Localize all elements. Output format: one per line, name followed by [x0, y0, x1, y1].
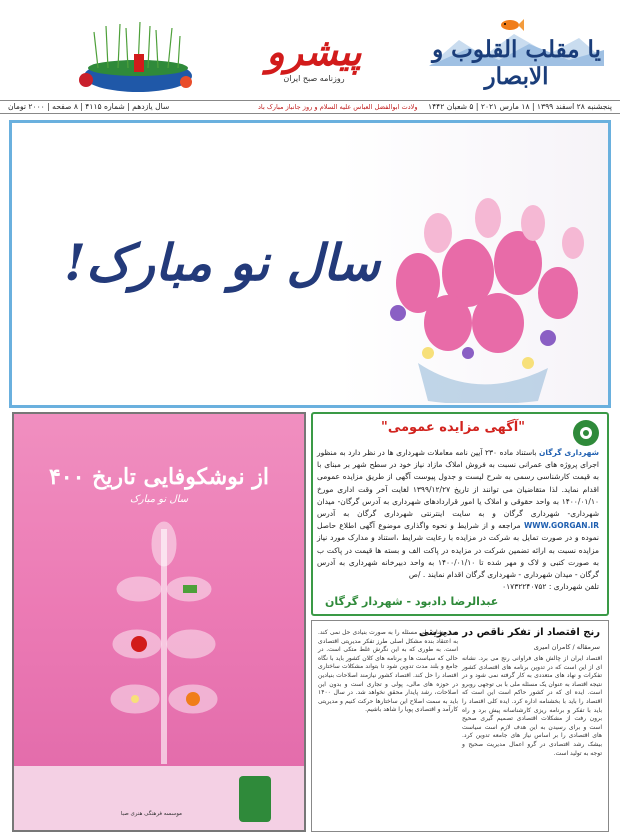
logo-subtitle: روزنامه صبح ایران: [283, 74, 345, 83]
notice-phone: تلفن شهرداری : ۰۱۷۳۲۲۴۰۷۵۲: [502, 582, 599, 592]
ad-footer: [14, 766, 304, 830]
auction-notice: [311, 412, 609, 616]
article-column-right: اقتصاد ایران از چالش های فراوانی رنج می برد. نشانه ای از این است که در تدوین برنامه های اقتصادی کشور تفکرات و نهاد های متعددی به کار گرفته نمی شود و در نتیجه اقتصاد به عنوان یک مسئله ملی با بی توجهی روبرو است. ایده ای که در کشور حاکم است این است که اقتصاد را باید با بخشنامه اداره کرد. ایده کلی اقتصاد را باید با تفکر و برنامه ریزی کارشناسانه پیش برد و راه برون رفت از مشکلات اقتصادی تصمیم گیری صحیح است و برای رسیدن به این هدف لازم است سیاست های اقتصادی را بر اساس نیاز های جامعه تدوین کرد. بیشک رشد اقتصادی در گرو اعمال مدیریت صحیح و توجه به تولید است.: [462, 655, 602, 757]
article-title: رنج اقتصاد از تفکر ناقص در مدیریتی: [418, 627, 600, 638]
calligraphy-logo: [429, 8, 604, 98]
ad-title: از نوشکوفایی تاریخ ۴۰۰: [48, 464, 270, 490]
notice-signature: عبدالرضا دادبود - شهردار گرگان: [325, 595, 499, 608]
notice-lead: شهرداری گرگان: [539, 448, 599, 457]
notice-website-link[interactable]: WWW.GORGAN.IR: [523, 521, 599, 531]
logo-text: پیشرو: [266, 29, 362, 74]
haftsin-sabzeh-icon: [68, 18, 208, 94]
occasion-line: ولادت ابوالفضل العباس علیه السلام و روز جانباز مبارک باد: [258, 103, 418, 111]
ad-footer-text: موسسه فرهنگی هنری صبا: [120, 811, 182, 817]
masthead: [0, 0, 620, 98]
article-column-left: می پوشاند ولی مسئله را به صورت بنیادی حل نمی کند. به اعتقاد بنده مشکل اصلی طرز تفکر مدیریتی اقتصادی است. به طوری که به این نگرش غلط متکی است. در حالی که سیاست ها و برنامه های کلان کشور باید با نگاه جامع و بلند مدت تدوین شود تا بتواند مشکلات ساختاری اقتصاد را حل کند. اقتصاد کشور نیازمند اصلاحات بنیادین در حوزه های مالی، پولی و تجاری است و بدون این اصلاحات، رشد پایدار محقق نخواهد شد. در سال ۱۴۰۰ باید به سمت اصلاح این ساختارها حرکت کنیم و مدیریتی کارآمد و اقتصادی پویا را شاهد باشیم.: [318, 629, 458, 714]
calligraphy-text: یا مقلب القلوب و الابصار: [432, 36, 601, 90]
organization-seal-icon: [239, 776, 271, 822]
goldfish-icon: [498, 18, 524, 32]
ad-subtitle: سال نو مبارک: [129, 494, 189, 505]
notice-text-1: باستناد ماده ۲۳۰ آیین نامه معاملات شهرداری ها در نظر دارد به منظور اجرای پروژه های عمرانی نسبت به فروش املاک مازاد نیاز خود در سطح شهر بر مبنای با به قیمت کارشناسی رسمی به شرح لیست و جدول پیوست آگهی از طریق مزایده عمومی اقدام نماید. لذا متقاضیان می توانند از تاریخ ۱۳۹۹/۱۲/۲۷ لغایت آخر وقت اداری مورخ ۱۴۰۰/۰۱/۱۰ به واحد حقوقی و املاک یا امور قراردادهای شهرداری به آدرس گرگان- میدان شهرداری- شهرداری گرگان و به سایت اینترنتی شهرداری گرگان به آدرس: [317, 448, 599, 519]
new-year-advertisement: [12, 412, 306, 832]
notice-body: [317, 447, 599, 593]
editorial-article: [311, 620, 609, 832]
municipality-emblem-icon: [571, 418, 601, 448]
notice-title: "آگهی مزایده عمومی": [381, 420, 525, 435]
flower-bouquet-icon: [358, 163, 598, 403]
date-bar: [0, 100, 620, 114]
newspaper-logo: [226, 29, 402, 83]
glass-plant-icon: [109, 519, 219, 769]
issue-date: پنجشنبه ۲۸ اسفند ۱۳۹۹ | ۱۸ مارس ۲۰۲۱ | ۵ شعبان ۱۴۴۲: [428, 102, 612, 111]
article-byline: سرمقاله / کامران امیری: [533, 643, 600, 651]
new-year-banner: [9, 120, 611, 408]
greeting-text: سال نو مبارک!: [64, 233, 380, 292]
notice-text-2: مراجعه و از شرایط و نحوه واگذاری موضوع آگهی اطلاع حاصل نموده و در صورت تمایل به شرکت در مزایده با رعایت شرایط ،استناد و مدارک مورد نیاز مزایده نسبت به ارائه تضمین شرکت در مزایده در پاکت الف و بسته ها قیمت در پاکت ب به صورت کتبی و لاک و مهر شده تا ۱۴۰۰/۰۱/۱۰ به واحد دبیرخانه شهرداری به آدرس گرگان - میدان شهرداری - شهرداری گرگان اقدام نمایند . /ص: [317, 521, 599, 580]
issue-info: سال یازدهم | شماره ۴۱۱۵ | ۸ صفحه | ۲۰۰۰ تومان: [8, 102, 170, 111]
